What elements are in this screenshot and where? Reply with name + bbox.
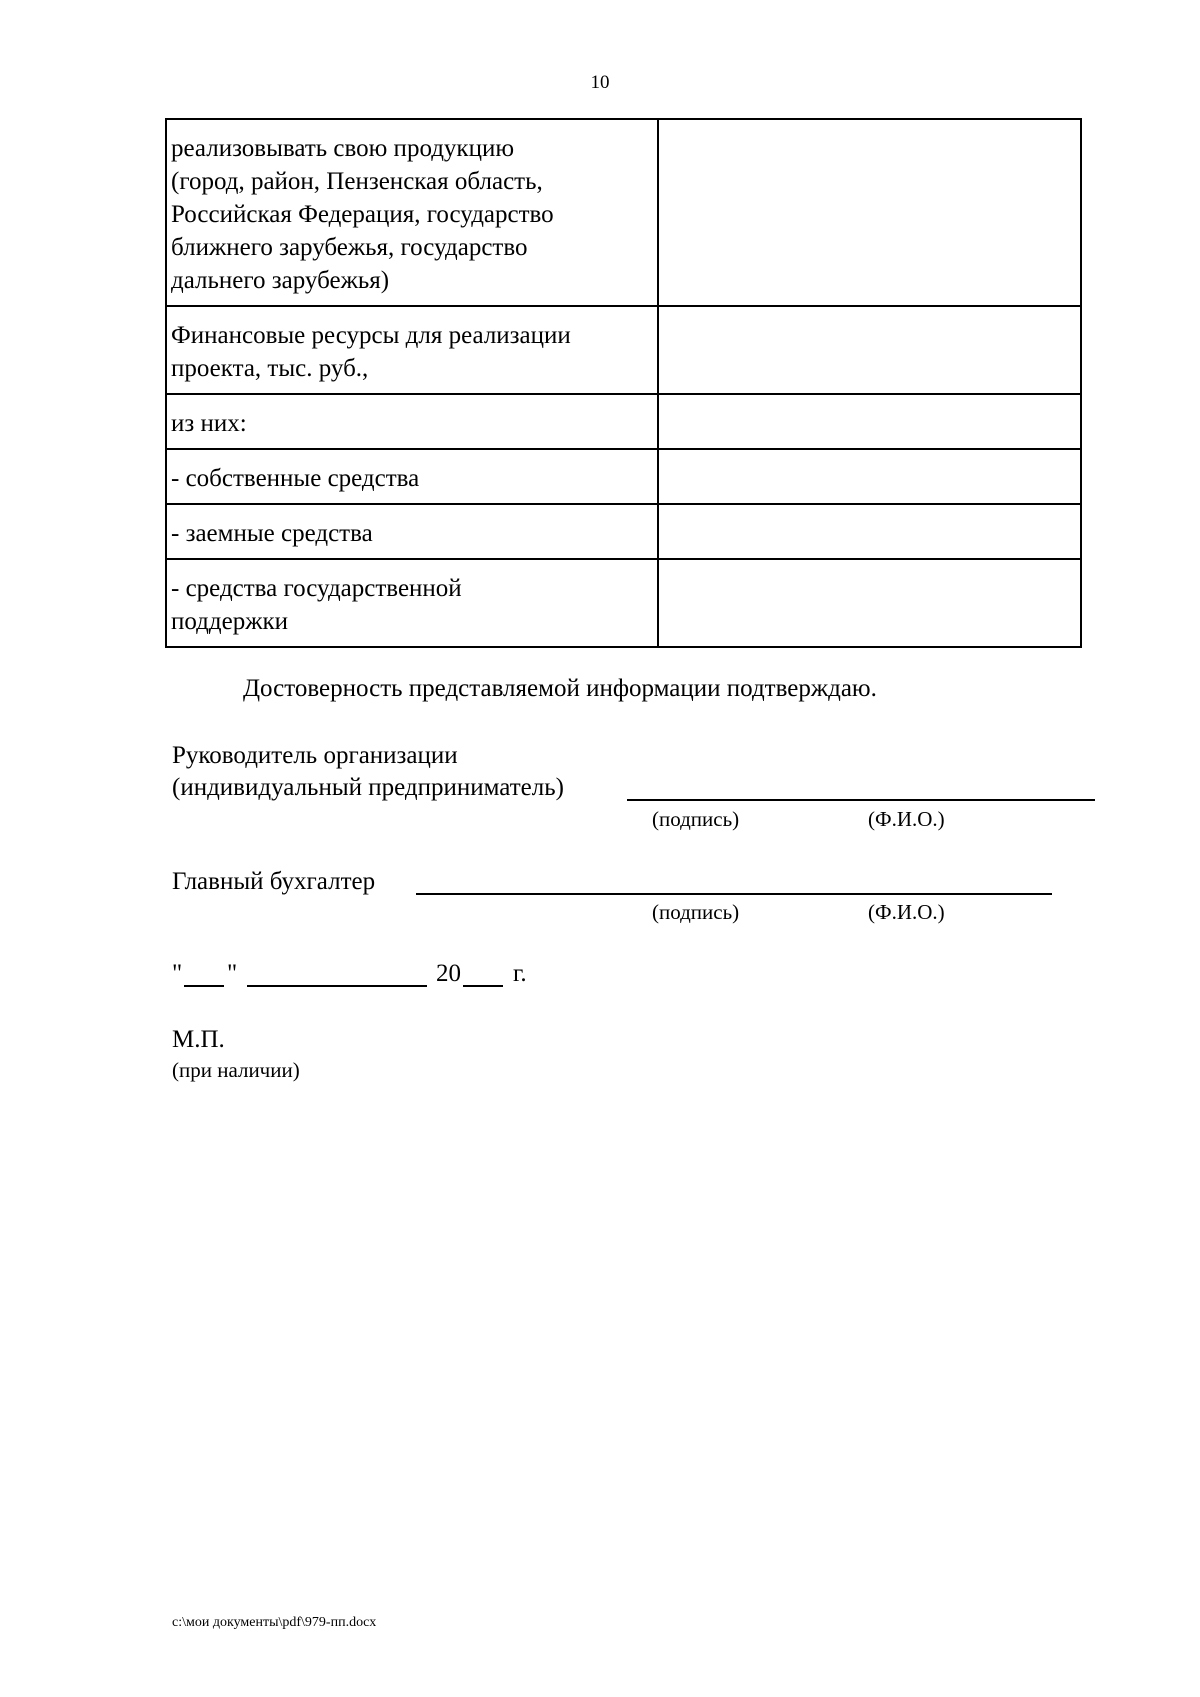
head-name-caption: (Ф.И.О.) xyxy=(868,807,945,831)
table-row xyxy=(166,306,1081,394)
table-row xyxy=(166,504,1081,559)
label-line: проекта, тыс. руб., xyxy=(171,355,369,382)
row-value-of-which[interactable] xyxy=(658,394,1081,449)
head-title-line1: Руководитель организации xyxy=(172,742,458,769)
table-row xyxy=(166,449,1081,504)
date-year-line[interactable] xyxy=(463,985,503,987)
date-close-quote: " xyxy=(227,960,238,987)
row-label-borrowed-funds xyxy=(166,504,658,559)
row-value-financial-resources[interactable] xyxy=(658,306,1081,394)
date-month-line[interactable] xyxy=(247,985,427,987)
date-year-prefix: 20 xyxy=(436,960,461,987)
head-signature-line[interactable] xyxy=(627,799,1095,801)
label-line: поддержки xyxy=(171,608,288,635)
head-title-line2: (индивидуальный предприниматель) xyxy=(172,774,564,801)
label-line: ближнего зарубежья, государство xyxy=(171,234,528,261)
accountant-signature-caption: (подпись) xyxy=(652,900,740,924)
date-open-quote: " xyxy=(172,960,183,987)
row-label-state-support xyxy=(166,559,658,647)
page-number: 10 xyxy=(590,72,610,93)
label-line: Российская Федерация, государство xyxy=(171,201,554,228)
date-year-suffix: г. xyxy=(513,960,527,987)
accountant-label: Главный бухгалтер xyxy=(172,868,376,895)
stamp-label: М.П. xyxy=(172,1026,225,1053)
row-value-own-funds[interactable] xyxy=(658,449,1081,504)
info-table xyxy=(165,118,1082,648)
row-label-of-which xyxy=(166,394,658,449)
accountant-name-caption: (Ф.И.О.) xyxy=(868,900,945,924)
label-line: из них: xyxy=(171,410,247,437)
stamp-note: (при наличии) xyxy=(172,1058,300,1082)
table-row xyxy=(166,559,1081,647)
label-line: - собственные средства xyxy=(171,465,420,492)
label-line: Финансовые ресурсы для реализации xyxy=(171,322,571,349)
accountant-signature-line[interactable] xyxy=(416,893,1052,895)
row-value-borrowed-funds[interactable] xyxy=(658,504,1081,559)
row-label-own-funds xyxy=(166,449,658,504)
label-line: (город, район, Пензенская область, xyxy=(171,168,543,195)
head-signature-caption: (подпись) xyxy=(652,807,740,831)
label-line: - заемные средства xyxy=(171,520,373,547)
row-value-sales-geography[interactable] xyxy=(658,119,1081,306)
label-line: дальнего зарубежья) xyxy=(171,267,390,294)
confirmation-statement: Достоверность представляемой информации подтверждаю. xyxy=(243,675,877,702)
row-label-sales-geography xyxy=(166,119,658,306)
label-line: реализовывать свою продукцию xyxy=(171,135,515,162)
label-line: - средства государственной xyxy=(171,575,462,602)
table-row xyxy=(166,394,1081,449)
row-label-financial-resources xyxy=(166,306,658,394)
date-day-line[interactable] xyxy=(184,985,224,987)
table-row xyxy=(166,119,1081,306)
footer-file-path: c:\мои документы\pdf\979-пп.docx xyxy=(172,1615,377,1630)
row-value-state-support[interactable] xyxy=(658,559,1081,647)
